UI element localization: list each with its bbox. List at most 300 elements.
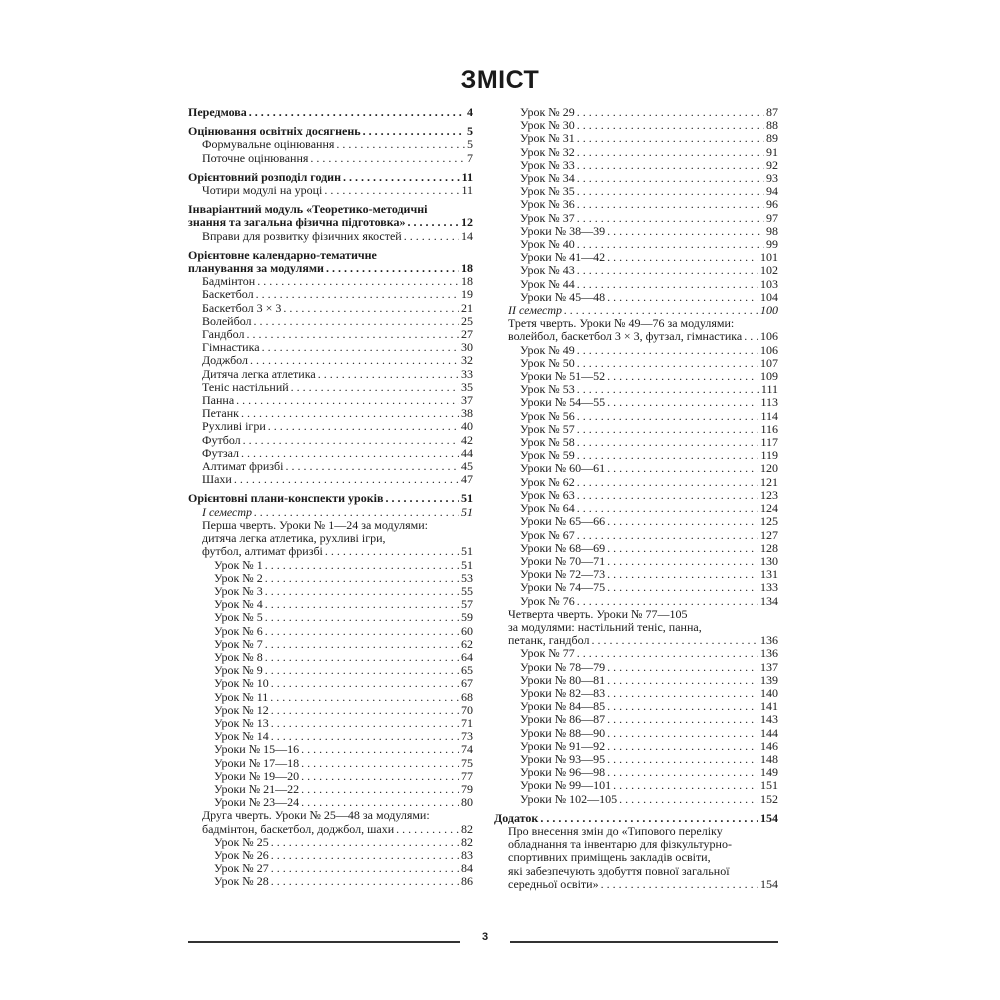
toc-entry-title: Урок № 63	[520, 487, 575, 502]
toc-entry-title: Уроки № 86—87	[520, 712, 606, 727]
toc-entry-page: 92	[766, 157, 778, 172]
toc-entry	[188, 572, 473, 585]
toc-leader-dots	[607, 568, 758, 581]
toc-leader-dots	[254, 315, 459, 328]
toc-leader-dots	[577, 278, 758, 291]
toc-entry-title: Урок № 35	[520, 184, 575, 199]
toc-leader-dots	[601, 878, 758, 891]
toc-leader-dots	[243, 434, 459, 447]
toc-entry-title: Урок № 30	[520, 118, 575, 133]
toc-entry-title: Уроки № 38—39	[520, 223, 606, 238]
toc-entry	[494, 542, 778, 555]
toc-entry-page: 91	[766, 144, 778, 159]
toc-entry-page: 75	[461, 755, 473, 770]
toc-entry-title: планування за модулями	[188, 261, 324, 276]
toc-column-left	[188, 106, 473, 889]
toc-entry	[188, 638, 473, 651]
toc-leader-dots	[744, 330, 758, 343]
footer-rule-right	[510, 941, 778, 943]
toc-entry-title: Уроки № 19—20	[214, 768, 300, 783]
toc-entry-page: 21	[461, 300, 473, 315]
toc-entry-page: 51	[461, 504, 473, 519]
toc-leader-dots	[613, 779, 758, 792]
toc-entry-page: 79	[461, 781, 473, 796]
toc-entry-page: 55	[461, 583, 473, 598]
toc-leader-dots	[249, 106, 465, 119]
toc-entry-title: Урок № 8	[214, 649, 263, 664]
toc-entry-title: Третя чверть. Уроки № 49—76 за модулями:	[508, 316, 735, 331]
toc-leader-dots	[363, 125, 465, 138]
toc-entry-page: 89	[766, 131, 778, 146]
toc-entry-title: Урок № 34	[520, 171, 575, 186]
toc-entry-title: Уроки № 54—55	[520, 395, 606, 410]
toc-entry	[494, 529, 778, 542]
toc-entry-title: Урок № 44	[520, 276, 575, 291]
toc-leader-dots	[265, 585, 459, 598]
toc-entry-page: 82	[461, 834, 473, 849]
toc-entry	[494, 674, 778, 687]
toc-entry	[188, 559, 473, 572]
toc-entry-page: 68	[461, 689, 473, 704]
toc-entry-page: 14	[461, 228, 473, 243]
toc-entry-title: Орієнтовне календарно-тематичне	[188, 247, 377, 262]
toc-entry-title: Уроки № 91—92	[520, 738, 606, 753]
toc-entry-title: Передмова	[188, 105, 247, 119]
toc-entry-title: Урок № 4	[214, 597, 263, 612]
toc-entry	[188, 743, 473, 756]
toc-leader-dots	[234, 473, 459, 486]
toc-entry-page: 136	[760, 646, 778, 661]
toc-entry-title: Урок № 10	[214, 676, 269, 691]
toc-leader-dots	[271, 704, 459, 717]
toc-leader-dots	[577, 119, 764, 132]
toc-leader-dots	[265, 625, 459, 638]
toc-entry-page: 123	[760, 487, 778, 502]
toc-entry-page: 106	[760, 342, 778, 357]
toc-entry-page: 141	[760, 699, 778, 714]
toc-entry-page: 111	[760, 382, 778, 397]
toc-entry-title: Уроки № 15—16	[214, 742, 300, 757]
toc-leader-dots	[577, 423, 759, 436]
toc-entry-page: 57	[461, 597, 473, 612]
toc-entry	[494, 581, 778, 594]
toc-entry-page: 99	[766, 237, 778, 252]
toc-entry-page: 139	[760, 672, 778, 687]
toc-entry-title: Уроки № 23—24	[214, 795, 300, 810]
toc-entry-page: 51	[461, 544, 473, 559]
toc-entry-title: Поточне оцінювання	[202, 150, 309, 165]
toc-entry-page: 152	[760, 791, 778, 806]
toc-entry-title: які забезпечують здобуття повної загальної	[508, 863, 730, 878]
toc-entry	[188, 625, 473, 638]
toc-leader-dots	[265, 664, 459, 677]
toc-entry-title: Уроки № 41—42	[520, 250, 606, 265]
toc-entry-page: 120	[760, 461, 778, 476]
toc-leader-dots	[271, 836, 459, 849]
toc-entry	[494, 476, 778, 489]
toc-entry-title: Уроки № 51—52	[520, 369, 606, 384]
toc-entry	[494, 278, 778, 291]
toc-entry-page: 127	[760, 527, 778, 542]
toc-leader-dots	[285, 460, 459, 473]
toc-entry-title: Чотири модулі на уроці	[202, 183, 323, 198]
toc-entry-page: 11	[461, 169, 473, 184]
toc-entry	[188, 677, 473, 690]
toc-entry-title: Уроки № 82—83	[520, 685, 606, 700]
toc-leader-dots	[265, 598, 459, 611]
toc-entry-page: 119	[760, 448, 778, 463]
toc-entry-page: 73	[461, 729, 473, 744]
toc-entry-page: 109	[760, 369, 778, 384]
toc-entry-title: Урок № 29	[520, 105, 575, 119]
toc-entry-title: Шахи	[202, 472, 232, 487]
toc-entry-page: 35	[461, 379, 473, 394]
toc-entry-page: 128	[760, 540, 778, 555]
toc-entry	[494, 713, 778, 726]
toc-entry-title: Урок № 62	[520, 474, 575, 489]
toc-entry-title: Урок № 26	[214, 847, 269, 862]
toc-entry	[188, 368, 473, 381]
toc-entry-title: Гандбол	[202, 327, 245, 342]
toc-leader-dots	[577, 159, 764, 172]
toc-leader-dots	[607, 766, 758, 779]
toc-entry	[494, 198, 778, 211]
toc-leader-dots	[268, 420, 459, 433]
toc-leader-dots	[577, 146, 764, 159]
toc-entry	[494, 793, 778, 806]
toc-leader-dots	[577, 132, 764, 145]
toc-entry-title: Урок № 13	[214, 715, 269, 730]
toc-entry-title: Про внесення змін до «Типового переліку	[508, 823, 723, 838]
toc-entry-page: 116	[760, 421, 778, 436]
toc-entry-page: 140	[760, 685, 778, 700]
toc-entry-title: Дитяча легка атлетика	[202, 366, 316, 381]
toc-entry	[188, 691, 473, 704]
toc-entry-page: 60	[461, 623, 473, 638]
toc-entry	[494, 740, 778, 753]
toc-leader-dots	[271, 717, 459, 730]
toc-entry	[188, 184, 473, 197]
toc-entry-title: Уроки № 80—81	[520, 672, 606, 687]
toc-entry-page: 134	[760, 593, 778, 608]
toc-entry	[494, 132, 778, 145]
toc-entry-title: Алтимат фризбі	[202, 459, 284, 474]
toc-entry-page: 11	[461, 183, 473, 198]
toc-entry	[188, 809, 473, 822]
toc-entry-page: 67	[461, 676, 473, 691]
toc-entry-page: 136	[760, 633, 778, 648]
toc-entry-title: Урок № 12	[214, 702, 269, 717]
toc-leader-dots	[607, 515, 758, 528]
toc-entry-title: Урок № 5	[214, 610, 263, 625]
toc-entry	[494, 330, 778, 343]
toc-entry-title: Урок № 56	[520, 408, 575, 423]
toc-entry	[494, 146, 778, 159]
toc-entry	[188, 704, 473, 717]
toc-entry	[188, 216, 473, 229]
toc-entry-page: 104	[760, 289, 778, 304]
toc-entry-page: 19	[461, 287, 473, 302]
toc-leader-dots	[607, 396, 758, 409]
toc-leader-dots	[318, 368, 459, 381]
toc-leader-dots	[301, 757, 459, 770]
toc-entry-page: 146	[760, 738, 778, 753]
toc-entry-title: середньої освіти»	[508, 876, 599, 891]
toc-entry-page: 37	[461, 393, 473, 408]
toc-entry	[494, 344, 778, 357]
toc-entry-title: Волейбол	[202, 313, 252, 328]
toc-entry	[494, 396, 778, 409]
toc-leader-dots	[407, 216, 459, 229]
toc-entry-page: 103	[760, 276, 778, 291]
toc-entry-page: 114	[760, 408, 778, 423]
toc-leader-dots	[577, 264, 758, 277]
toc-entry-title: Урок № 11	[214, 689, 269, 704]
toc-leader-dots	[607, 370, 758, 383]
toc-entry-title: волейбол, баскетбол 3 × 3, футзал, гімнастика	[508, 329, 743, 344]
toc-leader-dots	[271, 875, 459, 888]
toc-entry-title: Урок № 57	[520, 421, 575, 436]
toc-entry-page: 154	[760, 810, 778, 825]
toc-entry-title: спортивних приміщень закладів освіти,	[508, 850, 711, 865]
toc-leader-dots	[385, 492, 459, 505]
toc-leader-dots	[257, 275, 459, 288]
toc-entry-title: Уроки № 93—95	[520, 751, 606, 766]
toc-entry-page: 51	[461, 557, 473, 572]
toc-entry-page: 87	[766, 105, 778, 119]
toc-leader-dots	[301, 783, 459, 796]
toc-entry-page: 121	[760, 474, 778, 489]
toc-entry	[494, 515, 778, 528]
toc-entry-title: Четверта чверть. Уроки № 77—105	[508, 606, 688, 621]
toc-entry-title: Урок № 49	[520, 342, 575, 357]
toc-leader-dots	[607, 687, 758, 700]
toc-leader-dots	[271, 677, 459, 690]
toc-entry-page: 40	[461, 419, 473, 434]
toc-entry-title: І семестр	[202, 504, 253, 519]
toc-leader-dots	[577, 647, 758, 660]
toc-leader-dots	[607, 661, 758, 674]
toc-entry-title: Уроки № 99—101	[520, 778, 612, 793]
toc-entry-page: 44	[461, 445, 473, 460]
toc-leader-dots	[607, 727, 758, 740]
toc-entry-page: 62	[461, 636, 473, 651]
toc-entry-page: 124	[760, 501, 778, 516]
toc-entry-page: 27	[461, 327, 473, 342]
toc-entry-page: 125	[760, 514, 778, 529]
toc-leader-dots	[265, 638, 459, 651]
toc-entry	[188, 138, 473, 151]
toc-entry-title: Уроки № 78—79	[520, 659, 606, 674]
toc-leader-dots	[577, 489, 758, 502]
toc-entry	[188, 492, 473, 505]
toc-leader-dots	[577, 436, 759, 449]
toc-entry-title: футбол, алтимат фризбі	[202, 544, 323, 559]
toc-entry-title: Урок № 28	[214, 874, 269, 889]
toc-entry-title: Уроки № 74—75	[520, 580, 606, 595]
toc-entry-page: 65	[461, 663, 473, 678]
toc-leader-dots	[241, 407, 459, 420]
toc-entry-page: 113	[760, 395, 778, 410]
toc-entry-title: Друга чверть. Уроки № 25—48 за модулями:	[202, 808, 430, 823]
toc-entry-page: 98	[766, 223, 778, 238]
toc-entry-title: дитяча легка атлетика, рухливі ігри,	[202, 531, 386, 546]
toc-entry-page: 144	[760, 725, 778, 740]
toc-entry-page: 51	[461, 491, 473, 506]
toc-entry-title: Урок № 43	[520, 263, 575, 278]
toc-entry	[188, 420, 473, 433]
toc-entry-title: Урок № 25	[214, 834, 269, 849]
toc-entry-page: 12	[461, 215, 473, 230]
toc-leader-dots	[607, 251, 758, 264]
toc-leader-dots	[301, 770, 459, 783]
toc-leader-dots	[326, 262, 459, 275]
toc-entry-page: 59	[461, 610, 473, 625]
toc-entry-page: 107	[760, 355, 778, 370]
toc-entry-page: 83	[461, 847, 473, 862]
toc-entry-title: знання та загальна фізична підготовка»	[188, 215, 406, 230]
toc-entry	[494, 865, 778, 878]
toc-entry-title: Урок № 3	[214, 583, 263, 598]
toc-entry-title: Урок № 37	[520, 210, 575, 225]
toc-entry-title: бадмінтон, баскетбол, доджбол, шахи	[202, 821, 395, 836]
toc-entry-title: Урок № 50	[520, 355, 575, 370]
toc-entry-page: 101	[760, 250, 778, 265]
toc-entry	[494, 878, 778, 891]
toc-entry-page: 137	[760, 659, 778, 674]
toc-entry	[188, 757, 473, 770]
toc-entry-page: 117	[760, 435, 778, 450]
toc-leader-dots	[607, 542, 758, 555]
toc-entry-page: 84	[461, 861, 473, 876]
toc-leader-dots	[283, 302, 459, 315]
toc-entry-title: Урок № 1	[214, 557, 263, 572]
toc-entry-title: Уроки № 102—105	[520, 791, 618, 806]
toc-entry-title: Урок № 2	[214, 570, 263, 585]
toc-entry-title: Теніс настільний	[202, 379, 289, 394]
toc-entry-title: Додаток	[494, 810, 539, 825]
toc-entry-title: Урок № 6	[214, 623, 263, 638]
toc-leader-dots	[262, 341, 459, 354]
toc-entry-page: 77	[461, 768, 473, 783]
toc-entry-title: Футбол	[202, 432, 241, 447]
toc-entry-page: 100	[760, 303, 778, 318]
toc-entry-page: 5	[467, 124, 473, 139]
toc-entry-page: 45	[461, 459, 473, 474]
toc-entry	[188, 836, 473, 849]
toc-entry-page: 7	[467, 150, 473, 165]
toc-column-right	[494, 106, 778, 891]
toc-entry	[188, 288, 473, 301]
toc-entry-title: Інваріантний модуль «Теоретико-методичні	[188, 202, 428, 217]
toc-entry-title: за модулями: настільний теніс, панна,	[508, 619, 702, 634]
toc-leader-dots	[291, 381, 459, 394]
toc-entry-title: Футзал	[202, 445, 240, 460]
toc-entry-title: Орієнтовні плани-конспекти уроків	[188, 491, 384, 506]
toc-entry-title: Уроки № 65—66	[520, 514, 606, 529]
toc-leader-dots	[577, 198, 764, 211]
toc-entry-title: Уроки № 45—48	[520, 289, 606, 304]
toc-entry-page: 18	[461, 274, 473, 289]
toc-leader-dots	[343, 171, 460, 184]
toc-leader-dots	[271, 849, 459, 862]
toc-entry-title: петанк, гандбол	[508, 633, 590, 648]
toc-leader-dots	[256, 288, 459, 301]
toc-leader-dots	[577, 344, 758, 357]
toc-leader-dots	[607, 462, 758, 475]
toc-entry-title: Урок № 32	[520, 144, 575, 159]
toc-leader-dots	[607, 753, 758, 766]
toc-leader-dots	[236, 394, 459, 407]
toc-entry-page: 47	[461, 472, 473, 487]
toc-entry-title: Формувальне оцінювання	[202, 137, 335, 152]
toc-entry	[188, 152, 473, 165]
toc-entry-page: 88	[766, 118, 778, 133]
toc-entry	[188, 434, 473, 447]
toc-entry-page: 131	[760, 567, 778, 582]
toc-entry	[188, 545, 473, 558]
toc-leader-dots	[607, 713, 758, 726]
toc-entry	[494, 212, 778, 225]
footer-rule-left	[188, 941, 460, 943]
toc-entry-page: 143	[760, 712, 778, 727]
toc-entry-title: Урок № 7	[214, 636, 263, 651]
toc-leader-dots	[250, 354, 459, 367]
toc-entry-title: Урок № 77	[520, 646, 575, 661]
toc-entry-title: Гімнастика	[202, 340, 260, 355]
toc-entry-page: 74	[461, 742, 473, 757]
toc-entry-title: ІІ семестр	[508, 303, 563, 318]
toc-entry-title: обладнання та інвентарю для фізкультурно-	[508, 837, 732, 852]
toc-entry-page: 97	[766, 210, 778, 225]
toc-entry-page: 93	[766, 171, 778, 186]
toc-entry-title: Орієнтовний розподіл годин	[188, 169, 342, 184]
toc-leader-dots	[577, 185, 764, 198]
toc-leader-dots	[301, 743, 459, 756]
toc-leader-dots	[607, 555, 758, 568]
toc-entry-title: Рухливі ігри	[202, 419, 266, 434]
toc-entry-title: Оцінювання освітніх досягнень	[188, 124, 361, 139]
toc-entry-title: Уроки № 70—71	[520, 553, 606, 568]
toc-leader-dots	[270, 691, 459, 704]
toc-entry-title: Уроки № 21—22	[214, 781, 300, 796]
toc-entry-title: Панна	[202, 393, 235, 408]
toc-entry	[188, 473, 473, 486]
toc-entry-page: 71	[461, 715, 473, 730]
toc-entry	[188, 302, 473, 315]
toc-leader-dots	[577, 106, 764, 119]
toc-leader-dots	[396, 823, 459, 836]
toc-entry-title: Уроки № 68—69	[520, 540, 606, 555]
toc-entry-title: Урок № 40	[520, 237, 575, 252]
toc-entry	[494, 727, 778, 740]
toc-entry-title: Урок № 14	[214, 729, 269, 744]
toc-entry-page: 18	[461, 261, 473, 276]
toc-leader-dots	[577, 529, 758, 542]
toc-entry-title: Доджбол	[202, 353, 249, 368]
toc-leader-dots	[607, 581, 758, 594]
toc-entry-page: 86	[461, 874, 473, 889]
toc-entry	[188, 106, 473, 119]
toc-entry-page: 106	[760, 329, 778, 344]
toc-leader-dots	[325, 545, 459, 558]
page-number: 3	[481, 931, 489, 943]
toc-leader-dots	[577, 172, 764, 185]
toc-entry-page: 149	[760, 765, 778, 780]
toc-entry-page: 154	[760, 876, 778, 891]
toc-entry-page: 30	[461, 340, 473, 355]
toc-entry-title: Урок № 59	[520, 448, 575, 463]
